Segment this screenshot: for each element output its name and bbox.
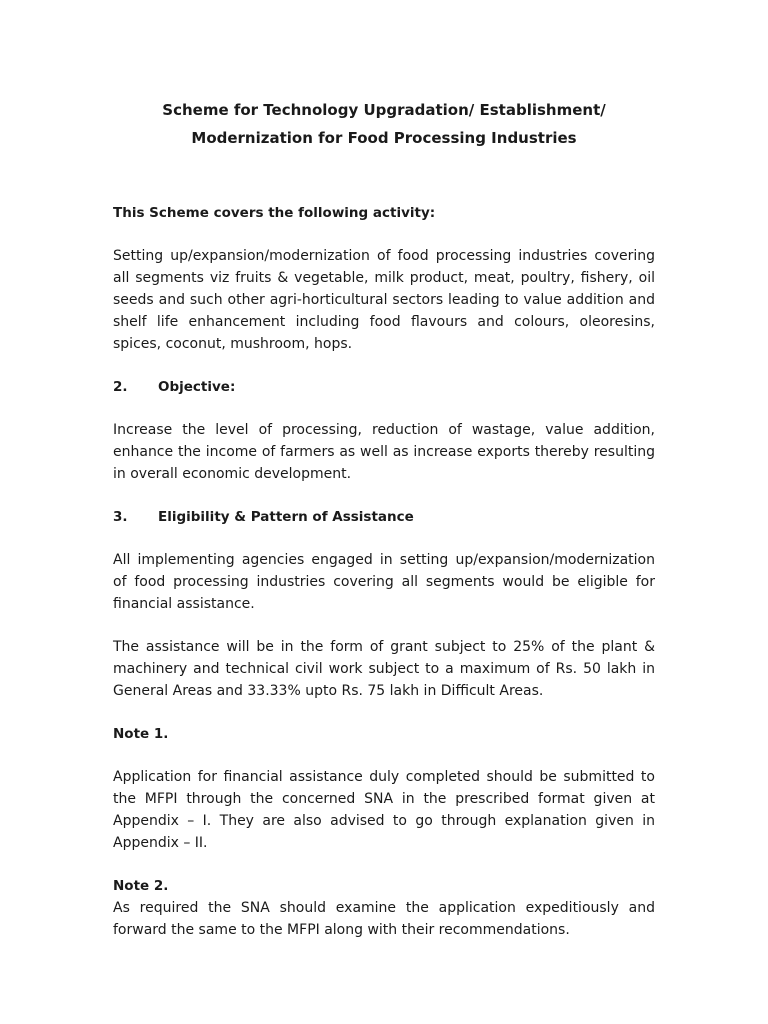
section-3-paragraph-1: All implementing agencies engaged in setting up/expansion/modernization of food processing industries covering all segments would be eligible for financial assistance. (113, 552, 655, 612)
section-2-number: 2. (113, 379, 128, 395)
intro-paragraph: Setting up/expansion/modernization of food processing industries covering all segments viz fruits & vegetable, milk product, meat, poultry, fishery, oil seeds and such other agri-horticultural sectors leading to value addition and shelf life enhancement including food flavours and colours, oleoresins, spices, coconut, mushroom, hops. (113, 248, 655, 352)
section-3-number: 3. (113, 509, 128, 525)
document-title (113, 96, 655, 152)
section-2-paragraph: Increase the level of processing, reduction of wastage, value addition, enhance the income of farmers as well as increase exports thereby resulting in overall economic development. (113, 422, 655, 482)
note-2-paragraph: As required the SNA should examine the application expeditiously and forward the same to the MFPI along with their recommendations. (113, 900, 655, 938)
title-line-1: Scheme for Technology Upgradation/ Establishment/ (162, 101, 606, 119)
section-3-heading (113, 506, 655, 528)
section-3-paragraph-2: The assistance will be in the form of grant subject to 25% of the plant & machinery and technical civil work subject to a maximum of Rs. 50 lakh in General Areas and 33.33% upto Rs. 75 lakh in Difficult Areas. (113, 639, 655, 699)
section-3-title: Eligibility & Pattern of Assistance (158, 509, 414, 525)
note-1-heading: Note 1. (113, 726, 169, 742)
title-line-2: Modernization for Food Processing Industries (191, 129, 577, 147)
note-1-paragraph: Application for financial assistance duly completed should be submitted to the MFPI through the concerned SNA in the prescribed format given at Appendix – I. They are also advised to go through explanation given in Appendix – II. (113, 769, 655, 851)
document-page (113, 96, 655, 941)
section-2-heading (113, 376, 655, 398)
intro-heading: This Scheme covers the following activity: (113, 205, 436, 221)
note-2-heading: Note 2. (113, 878, 169, 894)
section-2-title: Objective: (158, 379, 236, 395)
